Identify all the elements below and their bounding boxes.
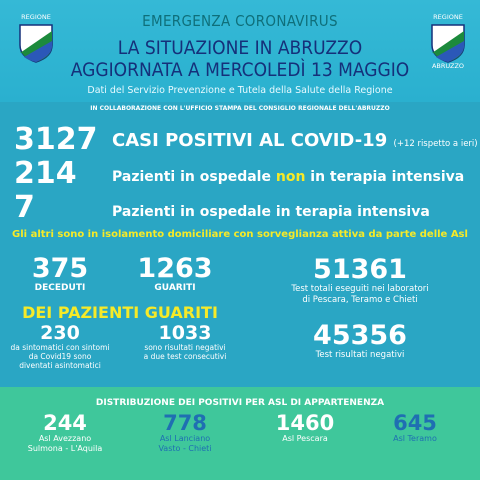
guariti-number: 1263 [137, 253, 213, 284]
deceduti-block [20, 255, 100, 293]
collaboration-note: IN COLLABORAZIONE CON L'UFFICIO STAMPA DEL CONSIGLIO REGIONALE DELL'ABRUZZO [90, 105, 390, 112]
logo-text-bottom: ABRUZZO [431, 62, 465, 70]
asl-number: 645 [393, 411, 437, 435]
asl-label-2: Sulmona - L'Aquila [27, 444, 103, 453]
page-title-line2: AGGIORNATA A MERCOLEDÌ 13 MAGGIO [70, 59, 410, 81]
asintomatici-block [0, 323, 120, 370]
asintomatici-label-3: diventati asintomatici [19, 361, 101, 370]
ospedale-row [112, 169, 464, 185]
positivi-number: 3127 [14, 122, 98, 157]
negativi-label-2: a due test consecutivi [143, 352, 227, 361]
negativi-label-1: sono risultati negativi [144, 343, 226, 352]
asl-item-lanciano [135, 412, 235, 454]
logo-text-top: REGIONE [21, 13, 51, 21]
test-label-2: di Pescara, Teramo e Chieti [302, 295, 418, 305]
asl-number: 244 [43, 411, 87, 435]
asl-item-avezzano [15, 412, 115, 454]
test-block [255, 256, 465, 306]
guariti-label: GUARITI [154, 283, 196, 293]
positivi-row [112, 130, 478, 151]
asl-label-1: Asl Avezzano [38, 434, 92, 443]
ospedale-number: 214 [14, 156, 77, 191]
test-number: 51361 [313, 254, 407, 285]
test-label-1: Test totali eseguiti nei laboratori [291, 284, 429, 294]
guariti-block [130, 255, 220, 293]
asl-section-title: DISTRIBUZIONE DEI POSITIVI PER ASL DI APPARTENENZA [95, 398, 385, 408]
ospedale-label-post: in terapia intensiva [305, 169, 465, 185]
page-title-line1: LA SITUAZIONE IN ABRUZZO [117, 37, 363, 59]
asl-number: 778 [163, 411, 207, 435]
guariti-section-title: DEI PAZIENTI GUARITI [22, 303, 218, 322]
ti-label: Pazienti in ospedale in terapia intensiva [112, 204, 430, 220]
negativi-number: 1033 [158, 322, 212, 344]
asl-item-teramo [365, 412, 465, 444]
asl-item-pescara [255, 412, 355, 444]
ti-number: 7 [14, 190, 35, 225]
asl-label-1: Asl Teramo [393, 434, 437, 443]
logo-text-top-right: REGIONE [433, 13, 463, 21]
negativi-block [125, 323, 245, 361]
asl-label-1: Asl Lanciano [159, 434, 211, 443]
deceduti-number: 375 [31, 253, 89, 284]
ospedale-label-pre: Pazienti in ospedale [112, 169, 276, 185]
asl-number: 1460 [275, 411, 335, 435]
asintomatici-label-1: da sintomatici con sintomi [10, 343, 110, 352]
ospedale-label-non: non [275, 169, 306, 185]
test-negativi-number: 45356 [313, 320, 407, 351]
asl-label-2: Vasto - Chieti [158, 444, 212, 453]
test-negativi-label: Test risultati negativi [315, 350, 405, 360]
test-negativi-block [255, 322, 465, 361]
asintomatici-number: 230 [40, 322, 80, 344]
asintomatici-label-2: da Covid19 sono [28, 352, 92, 361]
deceduti-label: DECEDUTI [34, 283, 86, 293]
positivi-delta: (+12 rispetto a ieri) [393, 139, 478, 149]
emergency-label: EMERGENZA CORONAVIRUS [142, 12, 338, 30]
positivi-label: CASI POSITIVI AL COVID-19 [112, 130, 388, 151]
isolamento-note: Gli altri sono in isolamento domiciliare con sorveglianza attiva da parte delle Asl [12, 229, 468, 240]
asl-label-1: Asl Pescara [282, 434, 328, 443]
page-subtitle: Dati del Servizio Prevenzione e Tutela della Salute della Regione [87, 85, 393, 96]
